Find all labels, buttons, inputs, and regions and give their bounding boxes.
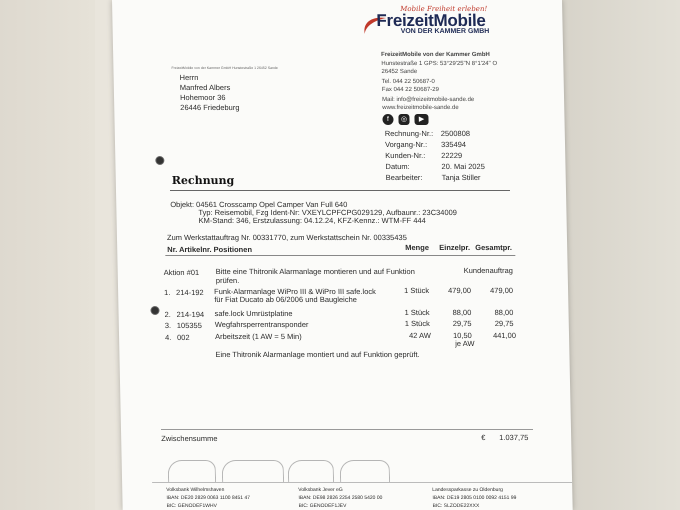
company-street: Hunstestraße 1 GPS: 53°29'25"N 8°1'24" O bbox=[381, 61, 498, 67]
bank-2-iban: IBAN: DE98 2826 2254 2580 5420 00 bbox=[298, 495, 383, 501]
header-positions: Nr. Artikelnr. Positionen bbox=[167, 245, 253, 254]
item-gesamt: 88,00 bbox=[494, 308, 514, 317]
item-desc: Arbeitszeit (1 AW = 5 Min) bbox=[214, 332, 302, 341]
aktion-text2: prüfen. bbox=[215, 276, 240, 285]
subtotal-label: Zwischensumme bbox=[161, 434, 218, 443]
subtotal-value: 1.037,75 bbox=[499, 433, 529, 442]
youtube-icon: ▶ bbox=[414, 114, 428, 125]
rechnung-value: 2500808 bbox=[440, 129, 471, 138]
recipient-name: Manfred Albers bbox=[179, 83, 231, 92]
company-name: FreizeitMobile von der Kammer GmbH bbox=[381, 52, 490, 58]
bank-3-name: Landessparkasse zu Oldenburg bbox=[432, 487, 503, 493]
objekt-line2: Typ: Reisemobil, Fzg Ident-Nr: VXEYLCPFCPG029129, Aufbaunr.: 23C34009 bbox=[198, 208, 458, 217]
invoice-paper bbox=[112, 0, 573, 510]
company-city: 26452 Sande bbox=[381, 69, 418, 75]
objekt-line3: KM-Stand: 346, Erstzulassung: 04.12.24, KFZ-Kennz.: WTM-FF 444 bbox=[198, 216, 426, 225]
footer-divider bbox=[152, 482, 572, 483]
item-art: 214-194 bbox=[176, 310, 205, 319]
punch-hole-top bbox=[155, 156, 164, 165]
aktion-label: Aktion #01 bbox=[163, 268, 200, 277]
item-nr: 3. bbox=[164, 321, 172, 330]
company-mail: Mail: info@freizeitmobile-sande.de bbox=[382, 97, 475, 103]
rechnung-label: Rechnung-Nr.: bbox=[384, 129, 434, 138]
bank-3-iban: IBAN: DE19 2805 0100 0092 4151 99 bbox=[432, 495, 517, 501]
instagram-icon: ◎ bbox=[398, 114, 409, 125]
vorgang-value: 335494 bbox=[440, 140, 467, 149]
datum-label: Datum: bbox=[385, 162, 410, 171]
subtotal-currency: € bbox=[481, 433, 486, 442]
werkstatt-line: Zum Werkstattauftrag Nr. 00331770, zum Werkstattschein Nr. 00335435 bbox=[166, 233, 407, 242]
item-art: 214-192 bbox=[176, 288, 204, 297]
company-fax: Fax 044 22 50687-29 bbox=[381, 87, 439, 93]
bank-1-bic: BIC: GENODEF1WHV bbox=[166, 503, 217, 509]
item-gesamt: 29,75 bbox=[494, 319, 514, 328]
item-art: 002 bbox=[176, 333, 190, 342]
logo-slogan: Mobile Freiheit erleben! bbox=[400, 5, 488, 13]
bank-3-bic: BIC: SLZODE22XXX bbox=[432, 503, 480, 509]
header-gesamtpr: Gesamtpr. bbox=[475, 243, 512, 252]
vorgang-label: Vorgang-Nr.: bbox=[384, 140, 428, 149]
item-nr: 1. bbox=[164, 288, 171, 297]
company-tel: Tel. 044 22 50687-0 bbox=[381, 79, 435, 85]
bank-1-name: Volksbank Wilhelmshaven bbox=[166, 487, 225, 493]
document-title: Rechnung bbox=[171, 174, 235, 187]
background-left bbox=[0, 0, 95, 510]
bearbeiter-value: Tanja Stiller bbox=[441, 173, 481, 182]
header-menge: Menge bbox=[405, 243, 430, 252]
title-divider bbox=[170, 190, 510, 191]
item-einzel: 29,75 bbox=[452, 319, 472, 328]
item-einzel: 479,00 bbox=[447, 286, 472, 295]
item-nr: 2. bbox=[164, 310, 171, 319]
recipient-salutation: Herrn bbox=[179, 73, 199, 82]
item-desc: safe.lock Umrüstplatine bbox=[214, 309, 293, 318]
item-nr: 4. bbox=[164, 333, 172, 342]
item-einzel: 88,00 bbox=[452, 308, 472, 317]
header-einzelpr: Einzelpr. bbox=[439, 243, 471, 252]
bank-1-iban: IBAN: DE20 2829 0063 1100 8451 47 bbox=[166, 495, 251, 501]
datum-value: 20. Mai 2025 bbox=[441, 162, 485, 171]
item-menge: 1 Stück bbox=[403, 286, 430, 295]
objekt-line1: Objekt: 04561 Crosscamp Opel Camper Van Full 640 bbox=[170, 200, 348, 209]
sender-line: FreizeitMobile von der Kammer GmbH Hunstestraße 1 26452 Sande bbox=[171, 66, 278, 70]
bank-2-bic: BIC: GENODEF1JEV bbox=[298, 503, 347, 509]
bearbeiter-label: Bearbeiter: bbox=[385, 173, 423, 182]
footer-vehicle-outline bbox=[168, 460, 216, 483]
punch-hole-bottom bbox=[150, 306, 159, 315]
item-menge: 1 Stück bbox=[404, 319, 430, 328]
kunden-label: Kunden-Nr.: bbox=[385, 151, 426, 160]
item-gesamt: 479,00 bbox=[489, 286, 514, 295]
facebook-icon: f bbox=[382, 114, 393, 125]
header-divider bbox=[165, 255, 515, 256]
logo-subtitle: VON DER KAMMER GMBH bbox=[400, 28, 490, 35]
item-gesamt: 441,00 bbox=[492, 331, 517, 340]
aktion-right: Kundenauftrag bbox=[463, 266, 513, 275]
item-menge: 42 AW bbox=[408, 331, 431, 340]
logo-brand: FreizeitMobile bbox=[376, 11, 486, 30]
footer-vehicle-outline bbox=[288, 460, 334, 483]
aktion-text1: Bitte eine Thitronik Alarmanlage montieren und auf Funktion bbox=[215, 267, 415, 276]
item-desc: Wegfahrsperrentransponder bbox=[214, 320, 309, 329]
subtotal-divider bbox=[161, 429, 533, 430]
recipient-street: Hohemoor 36 bbox=[179, 93, 226, 102]
item-einzel-unit: je AW bbox=[455, 339, 475, 348]
item-desc: Funk-Alarmanlage WiPro III & WiPro III safe.lock bbox=[214, 287, 376, 296]
item-desc2: für Fiat Ducato ab 06/2006 und Baugleiche bbox=[214, 295, 357, 304]
company-web: www.freizeitmobile-sande.de bbox=[382, 105, 459, 111]
footer-vehicle-outline bbox=[222, 460, 284, 483]
bank-2-name: Volksbank Jever eG bbox=[298, 487, 343, 493]
kunden-value: 22229 bbox=[441, 151, 463, 160]
footer-vehicle-outline bbox=[340, 460, 390, 483]
recipient-city: 26446 Friedeburg bbox=[180, 103, 240, 112]
item-art: 105355 bbox=[176, 321, 202, 330]
item-menge: 1 Stück bbox=[404, 308, 430, 317]
item-einzel: 10,50 bbox=[452, 331, 472, 340]
completion-note: Eine Thitronik Alarmanlage montiert und auf Funktion geprüft. bbox=[215, 350, 420, 359]
